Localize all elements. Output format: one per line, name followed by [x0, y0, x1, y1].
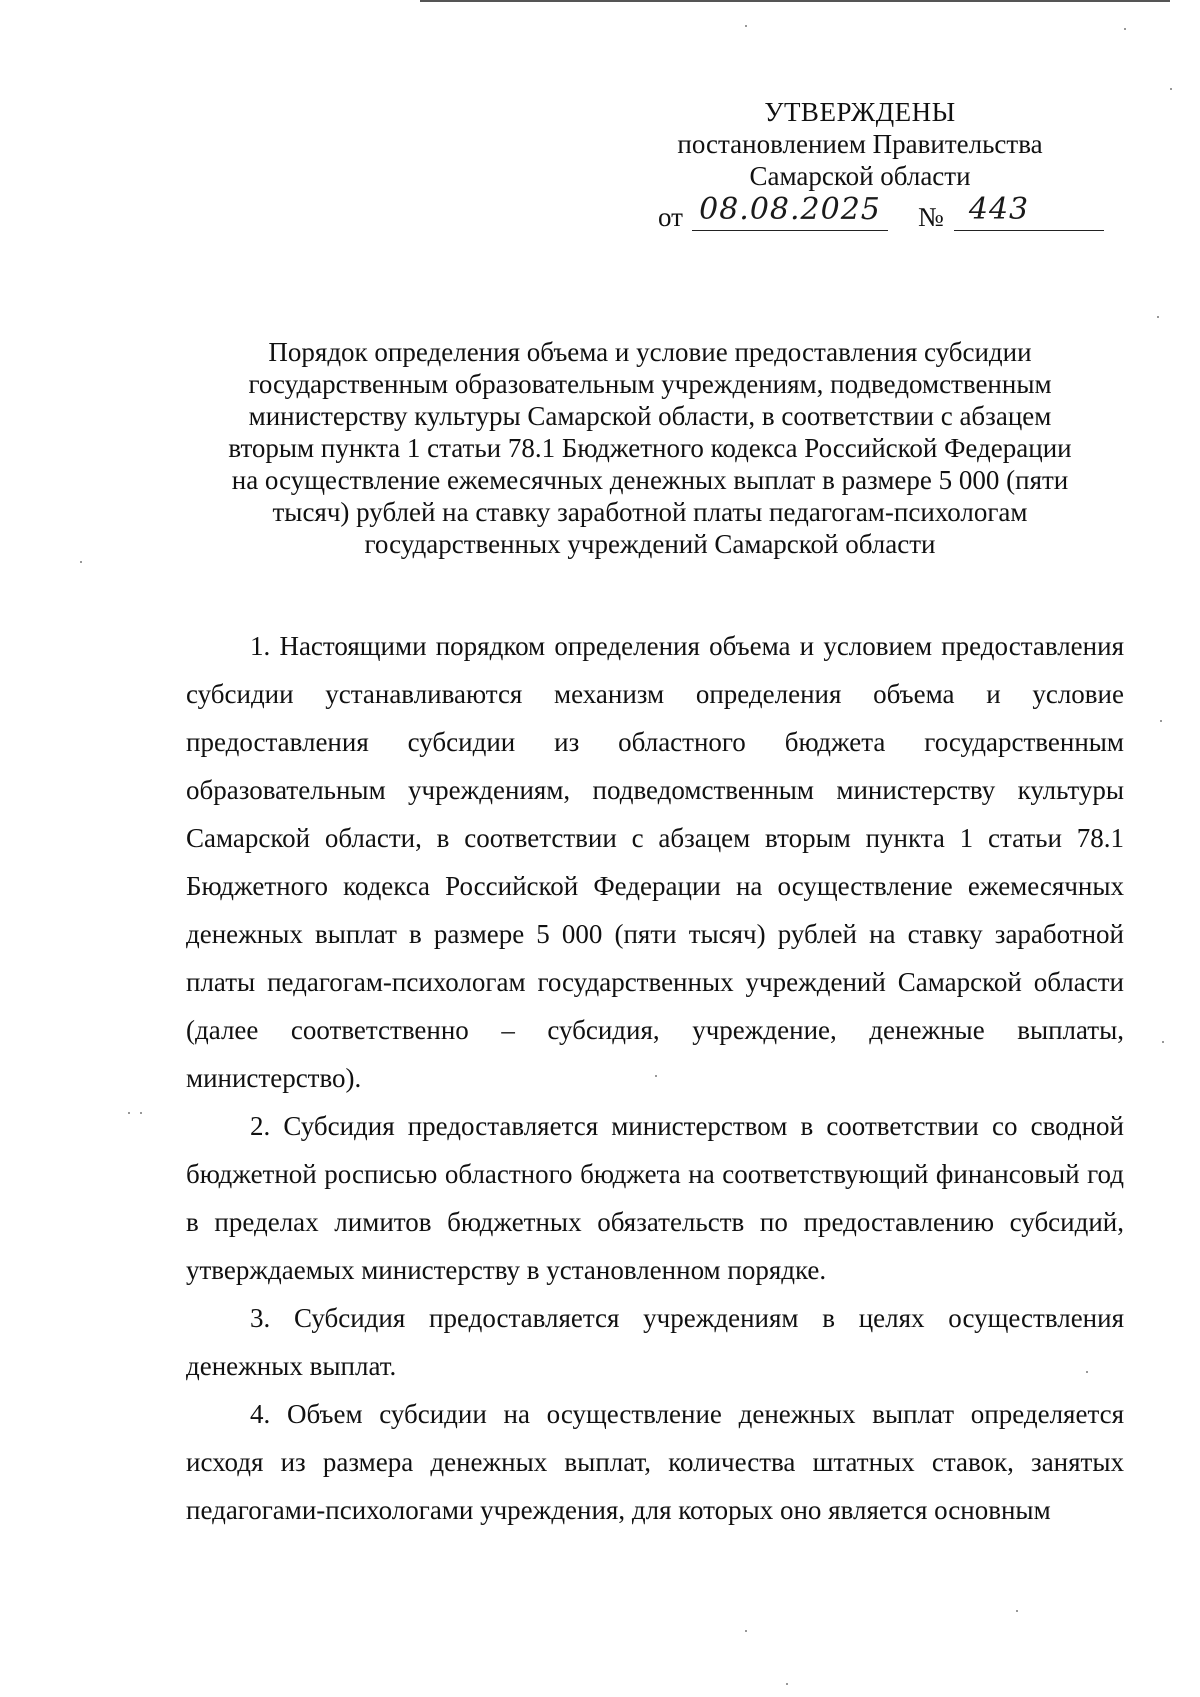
date-underline	[692, 230, 888, 231]
approval-title: УТВЕРЖДЕНЫ	[764, 97, 956, 127]
approval-block	[640, 96, 1080, 192]
document-body	[186, 622, 1124, 1534]
approval-line-1: постановлением Правительства	[677, 129, 1043, 159]
paragraph-3-text: 3. Субсидия предоставляется учреждениям в целях осуществления денежных выплат.	[186, 1303, 1124, 1381]
scan-speck	[786, 1683, 788, 1685]
paragraph-1-text: 1. Настоящими порядком определения объема и условием предоставления субсидии устанавливаются механизм определения объема и условие предоставления субсидии из областного бюджета государственным образовательным учреждениям, подведомственным министерству культуры Самарской области, в соответствии с абзацем вторым пункта 1 статьи 78.1 Бюджетного кодекса Российской Федерации на осуществление ежемесячных денежных выплат в размере 5 000 (пяти тысяч) рублей на ставку заработной платы педагогам-психологам государственных учреждений Самарской области (далее соответственно – субсидия, учреждение, денежные выплаты, министерство).	[186, 631, 1124, 1093]
scan-speck	[655, 1075, 657, 1077]
document-title	[180, 336, 1120, 560]
scan-speck	[1016, 1610, 1018, 1612]
handwritten-number: 443	[968, 192, 1030, 227]
title-line: государственным образовательным учреждениям, подведомственным	[248, 369, 1052, 399]
number-underline	[954, 230, 1104, 231]
scan-speck	[745, 1630, 747, 1632]
paragraph-4	[186, 1390, 1124, 1534]
scan-speck	[745, 25, 747, 27]
approval-date-line	[658, 192, 1118, 236]
title-line: министерству культуры Самарской области, в соответствии с абзацем	[248, 401, 1052, 431]
scan-speck	[1157, 316, 1159, 318]
title-line: вторым пункта 1 статьи 78.1 Бюджетного кодекса Российской Федерации	[228, 433, 1072, 463]
scan-speck	[1170, 88, 1172, 90]
paragraph-2-text: 2. Субсидия предоставляется министерством в соответствии со сводной бюджетной росписью областного бюджета на соответствующий финансовый год в пределах лимитов бюджетных обязательств по предоставлению субсидий, утверждаемых министерству в установленном порядке.	[186, 1111, 1124, 1285]
scan-speck	[128, 1112, 130, 1114]
scan-speck	[1086, 1371, 1088, 1373]
paragraph-3	[186, 1294, 1124, 1390]
handwritten-date: 08.08.2025	[699, 192, 881, 227]
number-prefix: №	[918, 202, 944, 232]
title-line: тысяч) рублей на ставку заработной платы педагогам-психологам	[272, 497, 1028, 527]
title-line: государственных учреждений Самарской области	[364, 529, 936, 559]
scan-speck	[1160, 720, 1162, 722]
paragraph-4-text: 4. Объем субсидии на осуществление денежных выплат определяется исходя из размера денежных выплат, количества штатных ставок, занятых педагогами-психологами учреждения, для которых оно является основным	[186, 1399, 1124, 1525]
paragraph-1	[186, 622, 1124, 1102]
scan-speck	[140, 1112, 142, 1114]
paragraph-2	[186, 1102, 1124, 1294]
scan-top-edge	[420, 0, 1170, 2]
date-prefix: от	[658, 202, 683, 232]
approval-line-2: Самарской области	[749, 161, 971, 191]
scan-speck	[80, 561, 82, 563]
title-line: на осуществление ежемесячных денежных выплат в размере 5 000 (пяти	[231, 465, 1069, 495]
title-line: Порядок определения объема и условие предоставления субсидии	[268, 337, 1032, 367]
scan-speck	[1124, 28, 1126, 30]
scan-speck	[1162, 1041, 1164, 1043]
